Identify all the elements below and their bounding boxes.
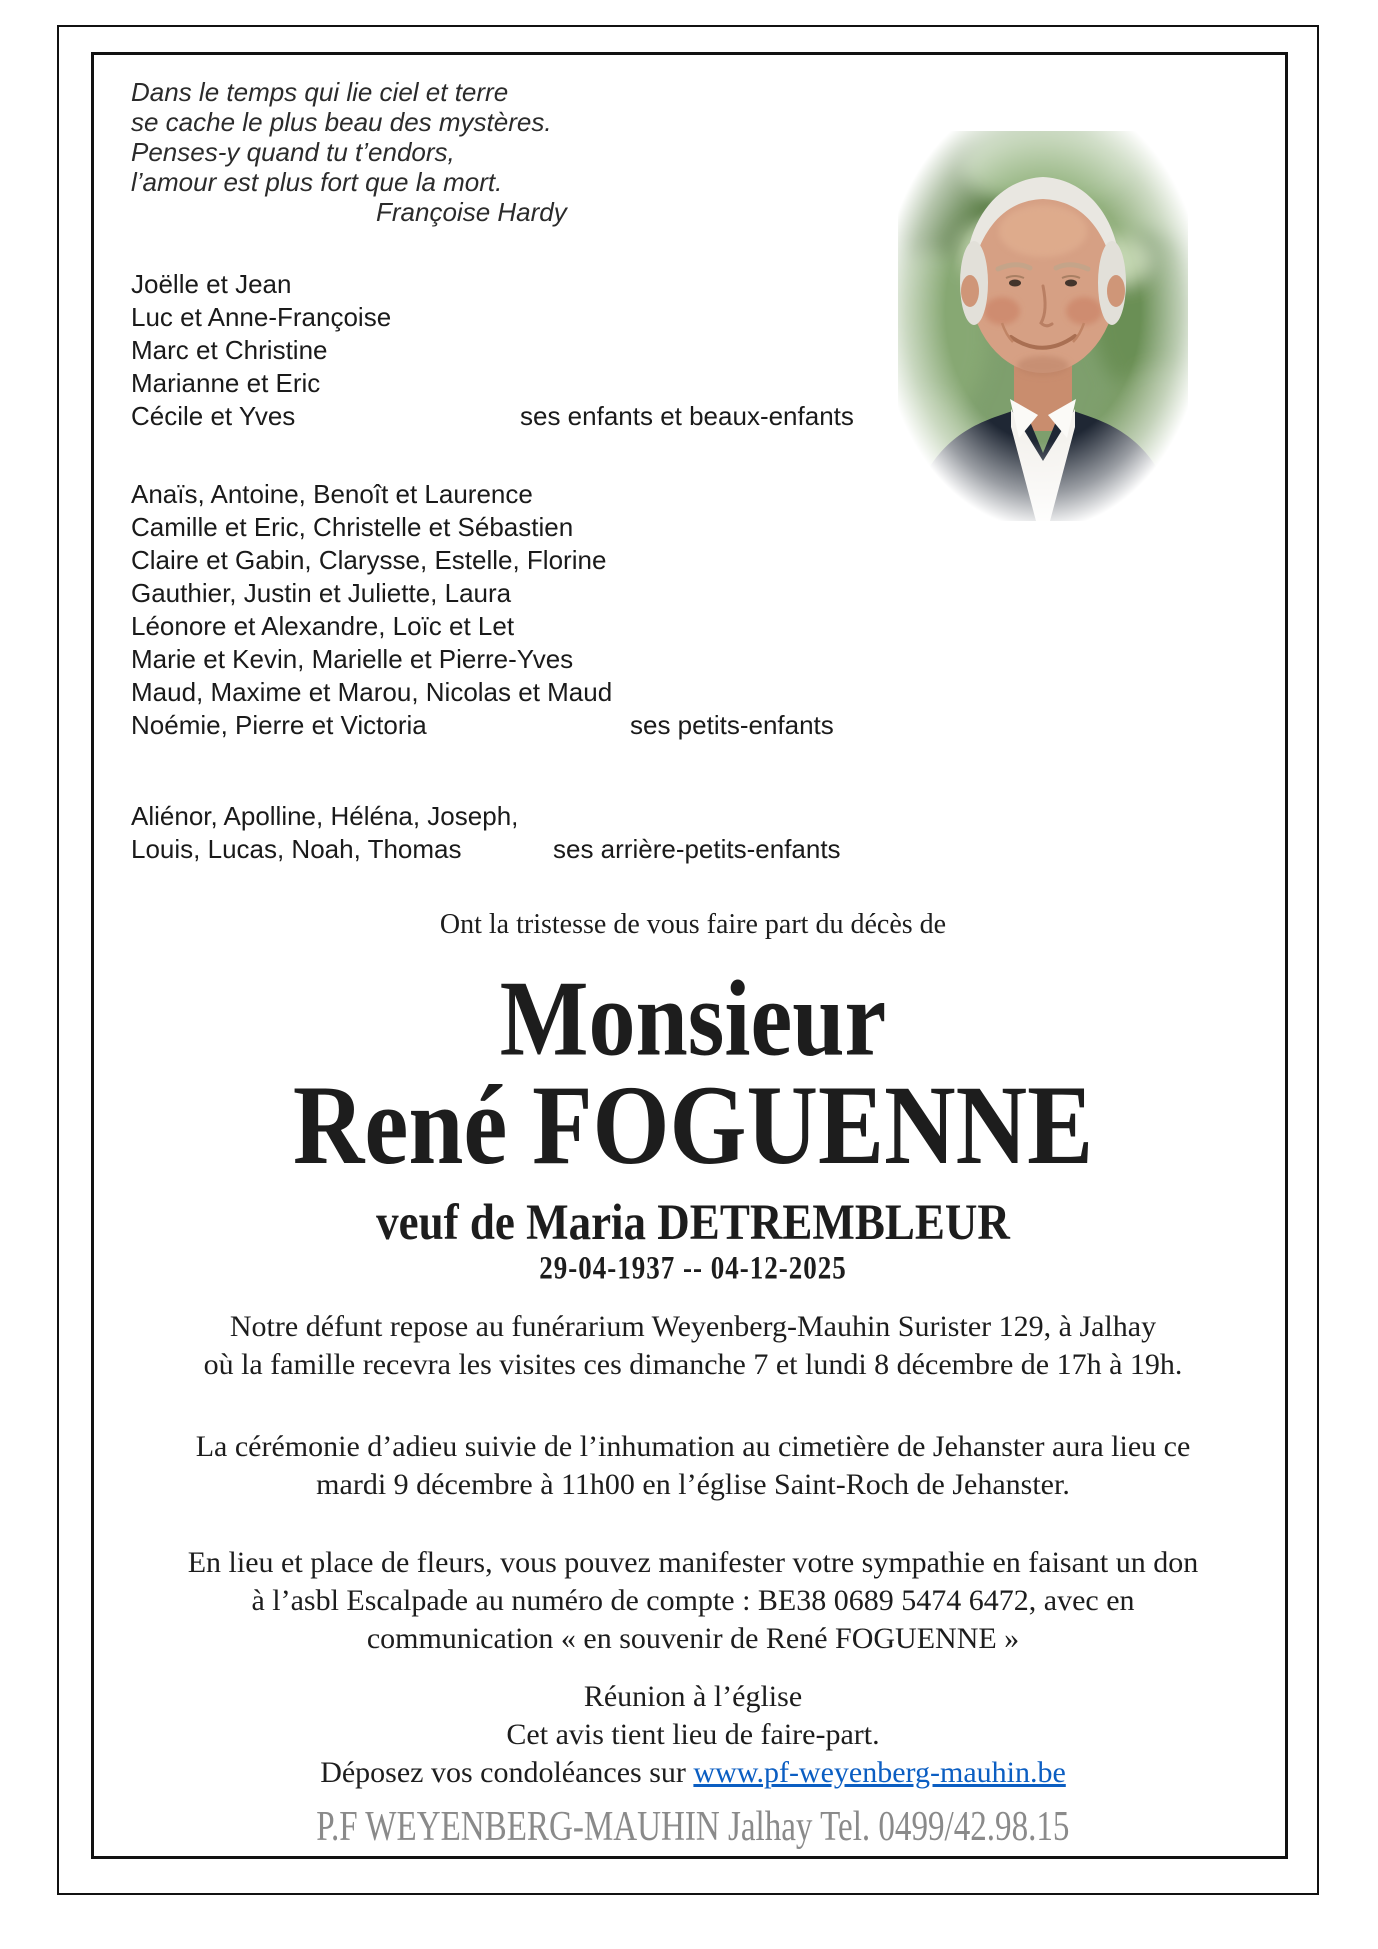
grandchild-name: Léonore et Alexandre, Loïc et Let: [131, 611, 515, 641]
notice-line: Cet avis tient lieu de faire-part.: [506, 1718, 880, 1751]
children-label: ses enfants et beaux-enfants: [520, 401, 854, 431]
child-name: Luc et Anne-Françoise: [131, 302, 392, 332]
grandchild-name: Gauthier, Justin et Juliette, Laura: [131, 578, 512, 608]
quote-line: Dans le temps qui lie ciel et terre: [131, 77, 509, 107]
condolences-prefix: Déposez vos condoléances sur: [320, 1756, 694, 1789]
grandchild-name: Camille et Eric, Christelle et Sébastien: [131, 512, 574, 542]
inner-border: [91, 52, 1288, 1859]
donation-line: En lieu et place de fleurs, vous pouvez manifester votre sympathie en faisant un don: [187, 1546, 1199, 1579]
quote-line: Penses-y quand tu t’endors,: [131, 137, 455, 167]
donation-paragraph: [131, 1544, 1255, 1658]
deceased-name: [131, 1062, 1255, 1189]
great-grandchild-name: Louis, Lucas, Noah, Thomas: [131, 834, 462, 864]
deceased-name-text: René FOGUENNE: [292, 1062, 1094, 1189]
title-monsieur: [131, 959, 1255, 1079]
grandchild-name: Marie et Kevin, Marielle et Pierre-Yves: [131, 644, 574, 674]
quote-author: Françoise Hardy: [376, 197, 567, 227]
condolences-link[interactable]: www.pf-weyenberg-mauhin.be: [693, 1756, 1066, 1789]
funeral-home-footer-text: P.F WEYENBERG-MAUHIN Jalhay Tel. 0499/42.98.15: [316, 1803, 1070, 1851]
birth-death-dates-text: 29-04-1937 -- 04-12-2025: [539, 1249, 847, 1286]
spouse-line-text: veuf de Maria DETREMBLEUR: [376, 1194, 1010, 1250]
birth-death-dates: [131, 1249, 1255, 1286]
grandchild-name: Anaïs, Antoine, Benoît et Laurence: [131, 479, 533, 509]
child-name: Cécile et Yves: [131, 401, 296, 431]
grandchild-name: Maud, Maxime et Marou, Nicolas et Maud: [131, 677, 613, 707]
grandchildren-label: ses petits-enfants: [630, 710, 834, 740]
repose-line: Notre défunt repose au funérarium Weyenberg-Mauhin Surister 129, à Jalhay: [229, 1310, 1157, 1343]
title-monsieur-text: Monsieur: [499, 959, 887, 1079]
child-name: Marianne et Eric: [131, 368, 321, 398]
repose-paragraph: [131, 1308, 1255, 1384]
condolences-line: [131, 1754, 1255, 1792]
reunion-line: Réunion à l’église: [583, 1680, 803, 1713]
funeral-home-footer: [131, 1804, 1255, 1850]
great-grandchildren-block: [131, 800, 1255, 866]
great-grandchildren-label: ses arrière-petits-enfants: [553, 834, 841, 864]
grandchild-name: Noémie, Pierre et Victoria: [131, 710, 427, 740]
child-name: Marc et Christine: [131, 335, 328, 365]
closing-block: [131, 1678, 1255, 1792]
portrait-photo: [898, 131, 1188, 521]
great-grandchild-name: Aliénor, Apolline, Héléna, Joseph,: [131, 801, 519, 831]
ceremony-paragraph: [131, 1428, 1255, 1504]
announcement-line: Ont la tristesse de vous faire part du décès de: [439, 909, 947, 940]
quote-line: se cache le plus beau des mystères.: [131, 107, 552, 137]
ceremony-line: La cérémonie d’adieu suivie de l’inhumation au cimetière de Jehanster aura lieu ce: [195, 1430, 1191, 1463]
grandchild-name: Claire et Gabin, Clarysse, Estelle, Florine: [131, 545, 607, 575]
ceremony-line: mardi 9 décembre à 11h00 en l’église Saint-Roch de Jehanster.: [316, 1468, 1070, 1501]
donation-line: à l’asbl Escalpade au numéro de compte : BE38 0689 5474 6472, avec en: [251, 1584, 1135, 1617]
portrait-photo-image: [898, 131, 1188, 521]
child-name: Joëlle et Jean: [131, 269, 292, 299]
quote-line: l’amour est plus fort que la mort.: [131, 167, 503, 197]
donation-line: communication « en souvenir de René FOGUENNE »: [366, 1622, 1020, 1655]
repose-line: où la famille recevra les visites ces dimanche 7 et lundi 8 décembre de 17h à 19h.: [203, 1348, 1183, 1381]
spouse-line: [131, 1195, 1255, 1249]
